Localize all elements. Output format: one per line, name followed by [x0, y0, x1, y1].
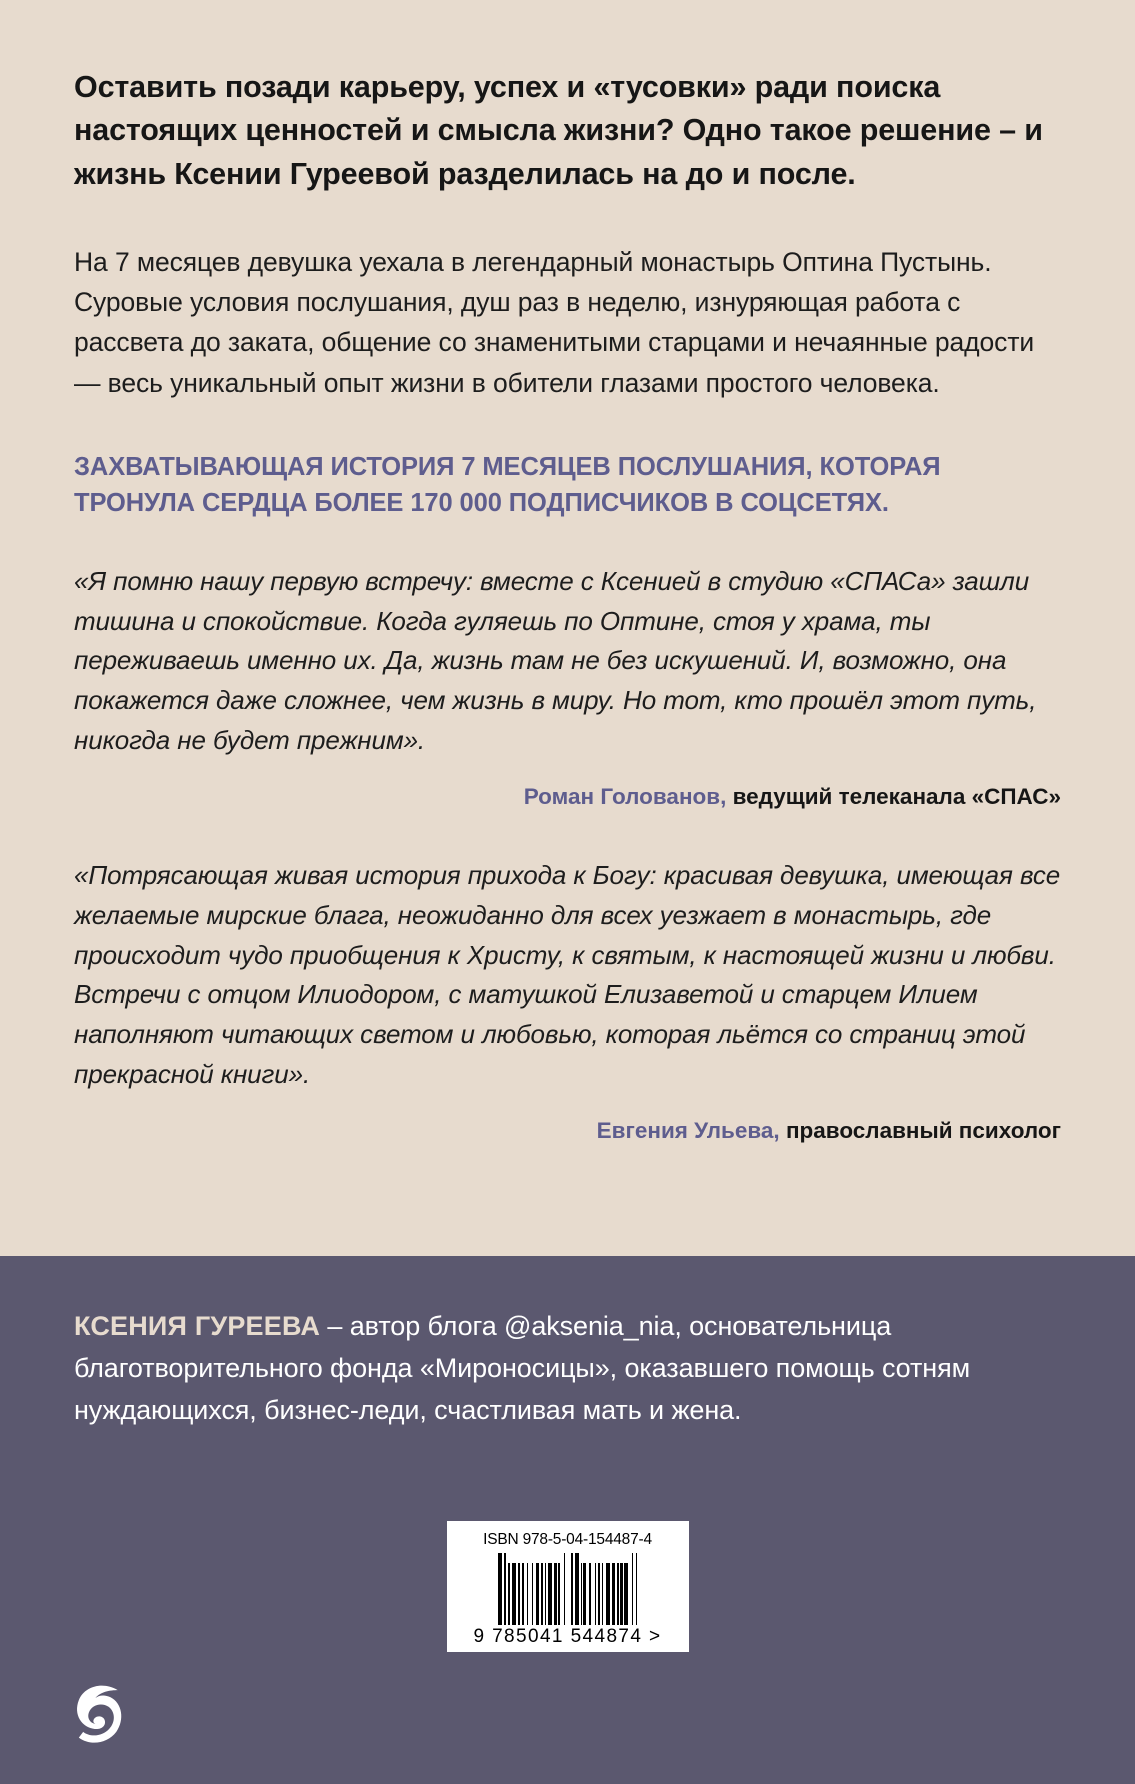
description-paragraph: На 7 месяцев девушка уехала в легендарный монастырь Оптина Пустынь. Суровые условия послушания, душ раз в неделю, изнуряющая работа с рассвета до заката, общение со знаменитыми старцами и нечаянные радости — весь уникальный опыт жизни в обители глазами простого человека. — [74, 246, 1035, 398]
endorsement-quote-1 — [74, 562, 1061, 812]
isbn-label: ISBN 978-5-04-154487-4 — [483, 1531, 652, 1548]
quote-author-role: православный психолог — [779, 1117, 1061, 1143]
author-bio-paragraph — [74, 1256, 1061, 1432]
headline-text: Оставить позади карьеру, успех и «тусовки» ради поиска настоящих ценностей и смысла жизни? Одно такое решение – и жизнь Ксении Гуреевой разделилась на до и после. — [74, 70, 1043, 191]
barcode-bars — [457, 1553, 679, 1625]
quote-attribution — [74, 781, 1061, 813]
barcode — [447, 1521, 689, 1652]
endorsement-quote-2 — [74, 856, 1061, 1146]
quote-text: «Потрясающая живая история прихода к Богу: красивая девушка, имеющая все желаемые мирские блага, неожиданно для всех уезжает в монастырь, где происходит чудо приобщения к Христу, к святым, к настоящей жизни и любви. Встречи с отцом Илиодором, с матушкой Елизаветой и старцем Илием наполняют читающих светом и любовью, которая льётся со страниц этой прекрасной книги». — [74, 860, 1061, 1090]
barcode-digits: 9 785041 544874 > — [473, 1626, 662, 1648]
quote-text: «Я помню нашу первую встречу: вместе с Ксенией в студию «СПАСа» зашли тишина и спокойствие. Когда гуляешь по Оптине, стоя у храма, ты переживаешь именно их. Да, жизнь там не без искушений. И, возможно, она покажется даже сложнее, чем жизнь в миру. Но тот, кто прошёл этот путь, никогда не будет прежним». — [74, 565, 1037, 755]
author-bio-text: – автор блога @aksenia_nia, основательница благотворительного фонда «Мироносицы», оказавшего помощь сотням нуждающихся, бизнес-леди, счастливая мать и жена. — [74, 1311, 971, 1425]
quote-author-name: Роман Голованов, — [523, 783, 727, 809]
quote-author-name: Евгения Ульева, — [596, 1117, 780, 1143]
author-panel — [0, 1256, 1135, 1784]
eksmo-logo-icon — [63, 1680, 135, 1752]
quote-attribution — [74, 1115, 1061, 1147]
quote-author-role: ведущий телеканала «СПАС» — [726, 783, 1061, 809]
author-name: КСЕНИЯ ГУРЕЕВА — [74, 1311, 321, 1341]
lead-highlight-text: ЗАХВАТЫВАЮЩАЯ ИСТОРИЯ 7 МЕСЯЦЕВ ПОСЛУШАНИЯ, КОТОРАЯ ТРОНУЛА СЕРДЦА БОЛЕЕ 170 000 ПОДПИСЧИКОВ В СОЦСЕТЯХ. — [74, 452, 941, 518]
